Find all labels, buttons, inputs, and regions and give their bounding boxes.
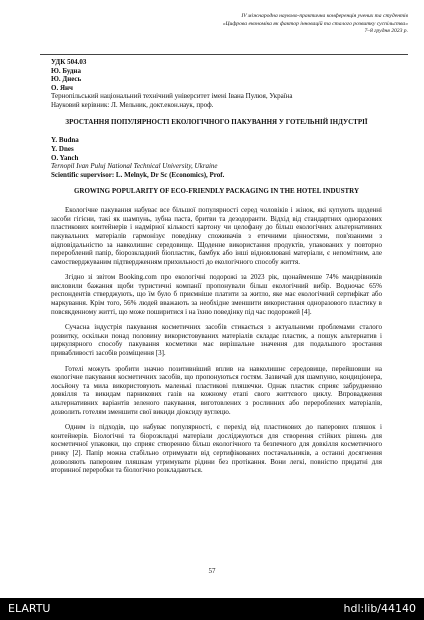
ua-author: Ю. Будна <box>51 66 81 75</box>
header-line-3: 7–8 грудня 2023 р. <box>364 28 408 35</box>
ua-author: Ю. Днесь <box>51 75 82 84</box>
header-line-2: «Цифрова економіка як фактор інновацій та сталого розвитку суспільства» <box>222 20 408 27</box>
ua-affiliation: Тернопільський національний технічний університет імені Івана Пулюя, Україна <box>51 92 293 101</box>
footer-repository-name: ELARTU <box>8 602 51 615</box>
article-body <box>51 206 382 475</box>
header-line-1: IV міжнародна науково-практична конференція учених та студентів <box>241 13 408 19</box>
en-affiliation: Ternopil Ivan Puluj National Technical University, Ukraine <box>51 162 218 171</box>
body-paragraph: Одним із підходів, що набуває популярності, є перехід від пластикових до паперових пляшок і контейнерів. Біологічні та біорозкладні матеріали досліджуються для створення стійких рішень для косметичної упаковки, що сприяє створенню більш екологічного та безпечного для довкілля косметичного ринку [2]. Папір можна стабільно отримувати від сертифікованих постачальників, а останні досягнення дозволяють паперовим пляшкам утримувати рідини без протікання. Вони легкі, повністю придатні для вторинної переробки та біологічно розкладаються. <box>51 423 382 475</box>
footer-handle-id: hdl:lib/44140 <box>343 602 416 615</box>
en-supervisor: Scientific supervisor: L. Melnyk, Dr Sc (Economics), Prof. <box>51 170 225 179</box>
body-paragraph: Згідно зі звітом Booking.com про екологічні подорожі за 2023 рік, щонайменше 74% мандрівників висловили бажання щоби туристичні компанії пропонували більш екологічний вибір. Водночас 65% респондентів стверджують, що їм було б приємніше платити за житло, яке має екологічний сертифікат або маркування. Крім того, 56% людей вважають за необхідне зменшити використання одноразового пластику в повсякденному житті, що може поширитися і на їхню поведінку під час подорожей [4]. <box>51 273 382 316</box>
body-paragraph: Екологічне пакування набуває все більшої популярності серед чоловіків і жінок, які купують щоденні засоби гігієни, такі як шампунь, зубна паста, бритви та дезодоранти. Відхід від стандартних одноразових пластикових контейнерів і надмірної кількості картону чи целофану до більш екологічних альтернативних пакувальних матеріалів гармонізує поведінку споживачів з етичними цінностями, пов'язаними з відповідальністю за навколишнє середовище. Щоденне використання продуктів, упакованих у повторно перероблений папір, біорозкладний біопластик, бамбук або інші відновлювані матеріали, є непомітним, але самостверджуваним підтвердженням прихильності до екологічного способу життя. <box>51 206 382 266</box>
header-rule <box>40 54 408 55</box>
body-paragraph: Сучасна індустрія пакування косметичних засобів стикається з актуальними проблемами сталого розвитку, оскільки понад половину використовуваних матеріалів складає пластик, а пошук альтернатив і циркулярного способу пакування косметики має вирішальне значення для подальшого зростання привабливості засобів розміщення [3]. <box>51 323 382 358</box>
en-author: O. Yanch <box>51 153 79 162</box>
ua-author: О. Янч <box>51 83 73 92</box>
ua-author-block <box>51 58 382 92</box>
running-header <box>138 13 408 36</box>
body-paragraph: Готелі можуть зробити значно позитивніший вплив на навколишнє середовище, перейшовши на екологічне пакування косметичних засобів, що пропонуються гостям. Зазвичай для шампуню, кондиціонера, лосьйону та мила використовують маленькі пластикові пляшечки. Однак пластик сприяє забрудненню довкілля та викидам парникових газів на кожному етапі свого життєвого циклу. Впровадження альтернативних варіантів зеленого пакування, виготовлених з рослинних або перероблених матеріалів, дозволить готелям зменшити свої викиди діоксиду вуглецю. <box>51 364 382 416</box>
en-author: Y. Budna <box>51 136 79 145</box>
ua-title: ЗРОСТАННЯ ПОПУЛЯРНОСТІ ЕКОЛОГІЧНОГО ПАКУВАННЯ У ГОТЕЛЬНІЙ ІНДУСТРІЇ <box>65 117 368 126</box>
article-content <box>51 58 382 475</box>
udc-code: УДК 504.03 <box>51 58 87 66</box>
en-title: GROWING POPULARITY OF ECO-FRIENDLY PACKAGING IN THE HOTEL INDUSTRY <box>73 187 360 196</box>
en-author-block <box>51 136 382 162</box>
page-number: 57 <box>208 567 216 575</box>
ua-supervisor: Науковий керівник: Л. Мельник, докт.екон.наук, проф. <box>51 100 214 109</box>
repository-footer-bar <box>0 598 424 620</box>
en-author: Y. Dnes <box>51 144 74 153</box>
